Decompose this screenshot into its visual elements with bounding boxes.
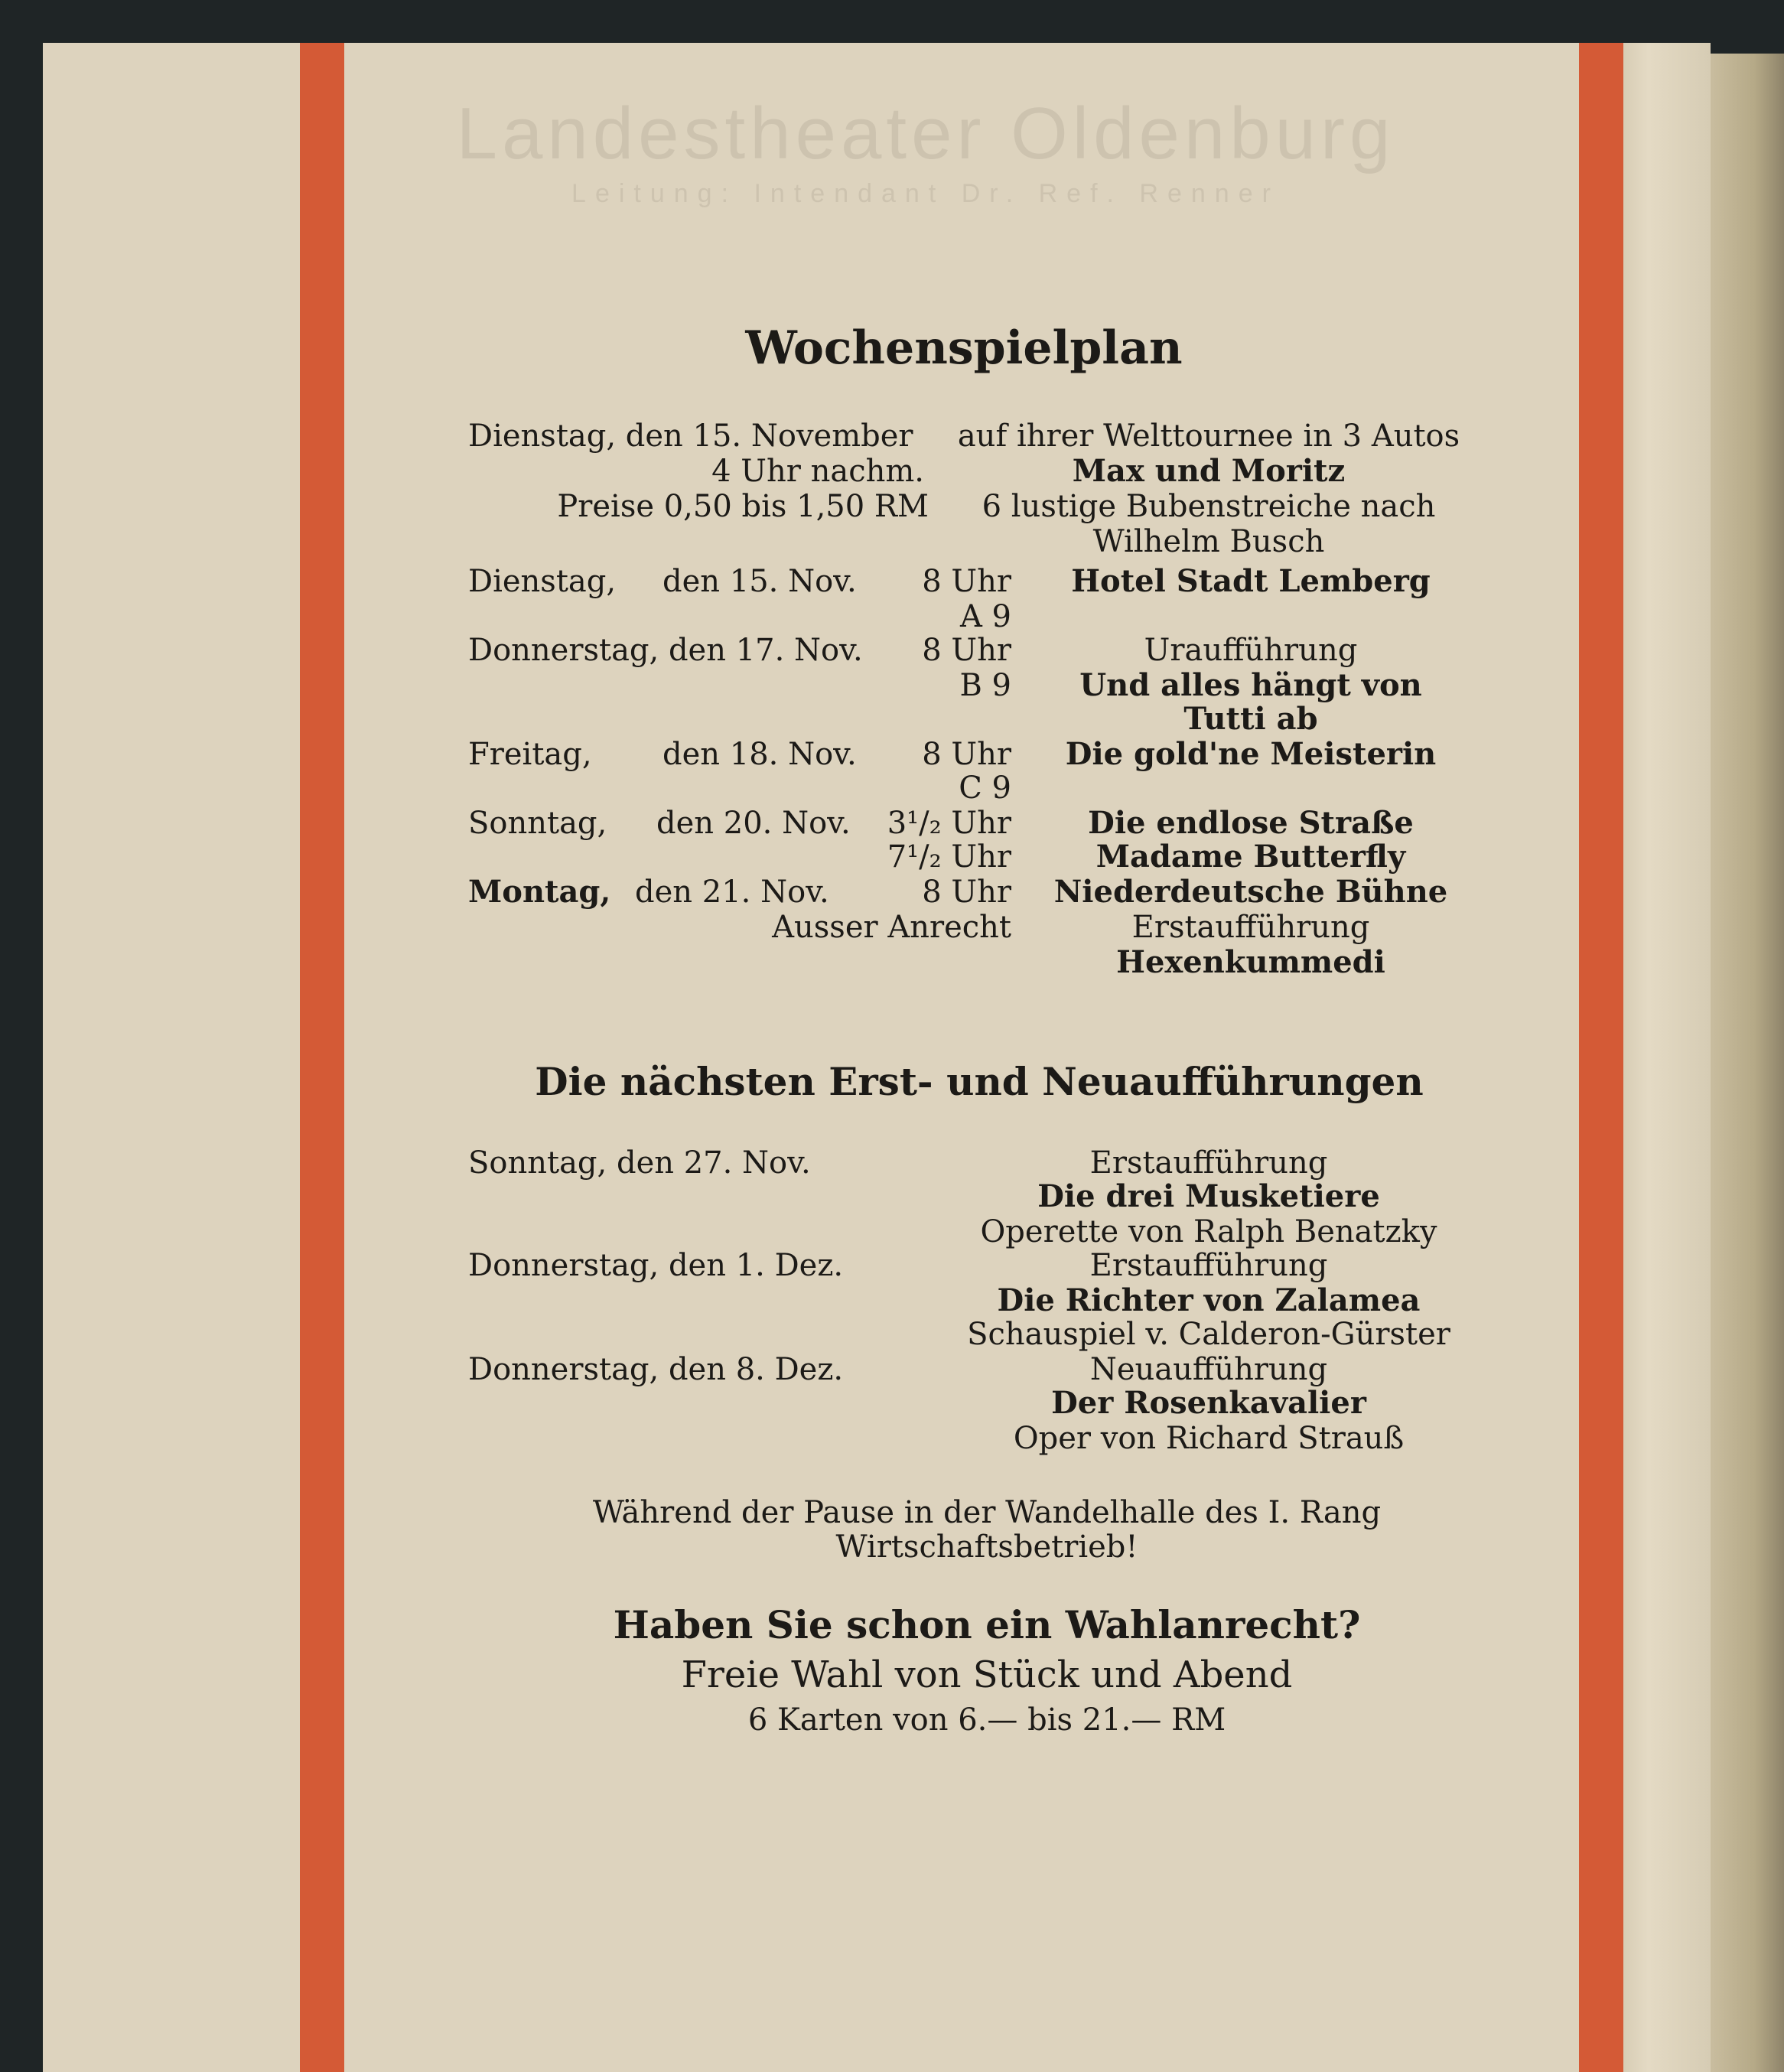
- next-n2-right: Die drei Musketiere: [1037, 1178, 1380, 1214]
- next-n1-right: Erstaufführung: [1089, 1145, 1328, 1181]
- week-r14-day: Montag,: [468, 874, 611, 910]
- week-r8-right: Und alles hängt von: [1079, 667, 1422, 703]
- week-r1-right: auf ihrer Welttournee in 3 Autos: [957, 419, 1460, 454]
- week-r10-day: Freitag,: [468, 737, 592, 772]
- week-r5-time: 8 Uhr: [922, 564, 1011, 599]
- bleed-subtitle: Leitung: Intendant Dr. Ref. Renner: [571, 179, 1280, 208]
- week-r7-right: Uraufführung: [1144, 633, 1358, 668]
- week-r6-code: A 9: [959, 599, 1011, 634]
- next-heading: Die nächsten Erst- und Neuaufführungen: [535, 1059, 1424, 1104]
- pause-line-1: Während der Pause in der Wandelhalle des I. Rang: [592, 1495, 1382, 1530]
- bleed-through-header: [428, 92, 1423, 209]
- week-r2-right: Max und Moritz: [1072, 453, 1346, 489]
- week-r5-day: Dienstag,: [468, 564, 617, 599]
- week-r12-right: Die endlose Straße: [1088, 805, 1414, 841]
- week-r12-day: Sonntag,: [468, 806, 607, 841]
- page-title: Wochenspielplan: [745, 321, 1183, 375]
- promo-subline: Freie Wahl von Stück und Abend: [681, 1653, 1293, 1696]
- next-n8-right: Der Rosenkavalier: [1051, 1385, 1366, 1421]
- week-r2-left: 4 Uhr nachm.: [711, 454, 924, 489]
- week-r12-date: den 20. Nov.: [656, 806, 851, 841]
- week-r3-left: Preise 0,50 bis 1,50 RM: [557, 489, 929, 524]
- right-orange-stripe: [1579, 43, 1623, 2072]
- promo-prices: 6 Karten von 6.— bis 21.— RM: [747, 1702, 1226, 1738]
- week-r5-date: den 15. Nov.: [662, 564, 857, 599]
- week-r13-time: 7¹/₂ Uhr: [887, 839, 1011, 875]
- promo-headline: Haben Sie schon ein Wahlanrecht?: [613, 1602, 1361, 1647]
- next-n7-right: Neuaufführung: [1089, 1352, 1328, 1387]
- week-r3-right: 6 lustige Bubenstreiche nach: [982, 489, 1436, 524]
- week-r12-time: 3¹/₂ Uhr: [887, 806, 1011, 841]
- week-r10-time: 8 Uhr: [922, 737, 1011, 772]
- week-r7-day: Donnerstag, den 17. Nov.: [468, 633, 863, 668]
- week-r7-time: 8 Uhr: [922, 633, 1011, 668]
- bleed-title: Landestheater Oldenburg: [456, 93, 1395, 174]
- week-r9-right: Tutti ab: [1183, 701, 1318, 737]
- week-r11-code: C 9: [959, 770, 1011, 806]
- week-r1-left: Dienstag, den 15. November: [468, 419, 913, 454]
- next-n9-right: Oper von Richard Strauß: [1013, 1421, 1405, 1456]
- week-r10-right: Die gold'ne Meisterin: [1065, 736, 1437, 772]
- next-n7-left: Donnerstag, den 8. Dez.: [468, 1352, 844, 1387]
- next-n1-left: Sonntag, den 27. Nov.: [468, 1145, 811, 1181]
- week-r16-right: Hexenkummedi: [1116, 944, 1385, 980]
- week-r4-right: Wilhelm Busch: [1092, 524, 1325, 559]
- next-n4-left: Donnerstag, den 1. Dez.: [468, 1248, 844, 1283]
- week-r13-right: Madame Butterfly: [1095, 839, 1406, 875]
- week-r14-date: den 21. Nov.: [635, 875, 829, 910]
- next-n5-right: Die Richter von Zalamea: [997, 1282, 1421, 1318]
- week-r5-right: Hotel Stadt Lemberg: [1071, 563, 1431, 599]
- next-n4-right: Erstaufführung: [1089, 1248, 1328, 1283]
- week-r15-code: Ausser Anrecht: [772, 910, 1011, 945]
- week-r10-date: den 18. Nov.: [662, 737, 857, 772]
- left-orange-stripe: [300, 43, 344, 2072]
- week-r8-code: B 9: [959, 668, 1011, 703]
- week-r14-right: Niederdeutsche Bühne: [1053, 874, 1448, 910]
- pause-line-2: Wirtschaftsbetrieb!: [835, 1530, 1138, 1565]
- week-r14-time: 8 Uhr: [922, 875, 1011, 910]
- page-edge: [1711, 54, 1784, 2072]
- next-n3-right: Operette von Ralph Benatzky: [980, 1214, 1437, 1249]
- next-n6-right: Schauspiel v. Calderon-Gürster: [967, 1317, 1450, 1352]
- week-r15-right: Erstaufführung: [1131, 910, 1370, 945]
